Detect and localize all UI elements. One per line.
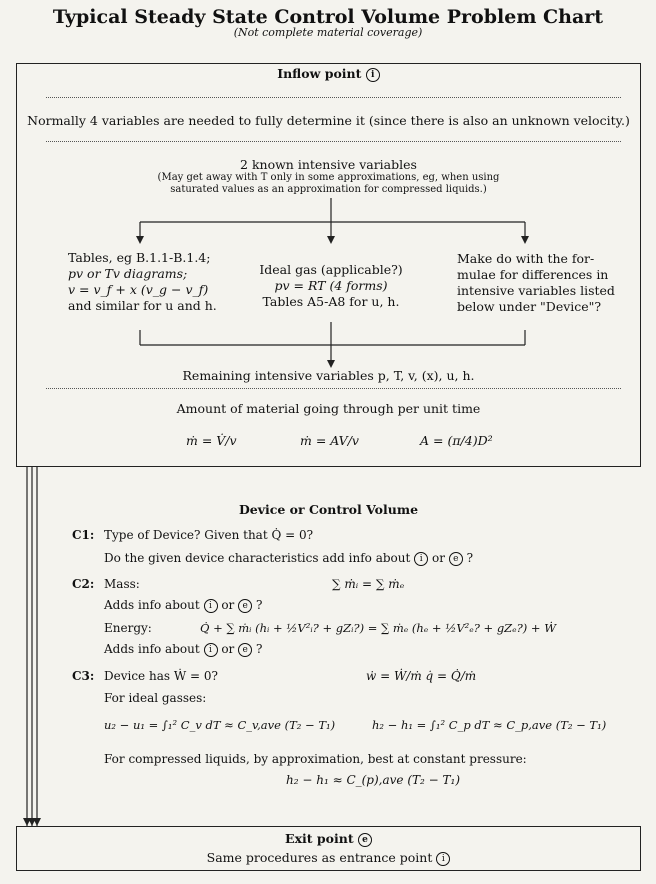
option-differences: Make do with the for- mulae for differences in intensive variables listed below under "Device"? <box>457 251 615 314</box>
c2-energy-label: Energy: <box>104 621 152 635</box>
point-i-symbol: i <box>414 552 428 566</box>
point-i-symbol: i <box>436 852 450 866</box>
c2-mass-label: Mass: <box>104 577 140 591</box>
chart-subtitle: (Not complete material coverage) <box>233 26 423 39</box>
liquid-label: For compressed liquids, by approximation, best at constant pressure: <box>104 752 527 766</box>
c1-sub: Do the given device characteristics add info about i or e ? <box>104 551 474 565</box>
inflow-heading: Inflow point i <box>16 66 641 82</box>
point-i-symbol: i <box>204 643 218 657</box>
device-title: Device or Control Volume <box>238 502 419 517</box>
ideal-eq-h: h₂ − h₁ = ∫₁² C_p dT ≈ C_p,ave (T₂ − T₁) <box>372 718 607 732</box>
ideal-gas-label: For ideal gasses: <box>104 691 207 705</box>
point-i-symbol: i <box>204 599 218 613</box>
c3-text: Device has Ẇ = 0? <box>104 669 218 683</box>
c2-mass-eq: ∑ ṁᵢ = ∑ ṁₑ <box>332 577 405 591</box>
remaining-variables: Remaining intensive variables p, T, v, (x), u, h. <box>182 368 475 383</box>
divider <box>46 388 621 389</box>
arrow-head <box>33 818 41 826</box>
flow-eq-volumetric: ṁ = V̇/v <box>186 433 237 448</box>
point-i-symbol: i <box>366 68 380 82</box>
c1-text: Type of Device? Given that Q̇ = 0? <box>104 528 314 542</box>
amount-text: Amount of material going through per unit time <box>176 401 481 416</box>
c2-energy-adds: Adds info about i or e ? <box>104 642 263 656</box>
chart-title: Typical Steady State Control Volume Problem Chart <box>52 6 604 28</box>
known-note-1: (May get away with T only in some approximations, eg, when using <box>157 172 500 183</box>
c2-label: C2: <box>72 577 95 591</box>
option-ideal-gas: Ideal gas (applicable?) pv = RT (4 forms) Tables A5-A8 for u, h. <box>259 262 403 309</box>
point-e-symbol: e <box>358 833 372 847</box>
divider <box>46 141 621 142</box>
point-e-symbol: e <box>449 552 463 566</box>
c3-eq: ẇ = Ẇ/ṁ q̇ = Q̇/ṁ <box>366 669 477 683</box>
divider <box>46 97 621 98</box>
c2-energy-eq: Q̇ + ∑ ṁᵢ (hᵢ + ½V²ᵢ? + gZᵢ?) = ∑ ṁₑ (hₑ + ½V²ₑ? + gZₑ?) + Ẇ <box>200 621 557 635</box>
ideal-eq-u: u₂ − u₁ = ∫₁² C_v dT ≈ C_v,ave (T₂ − T₁) <box>104 718 336 732</box>
exit-heading: Exit point e <box>16 831 641 847</box>
flow-eq-velocity: ṁ = AV/v <box>300 433 359 448</box>
c3-label: C3: <box>72 669 95 683</box>
known-title: 2 known intensive variables <box>240 157 417 172</box>
known-note-2: saturated values as an approximation for compressed liquids.) <box>170 184 487 195</box>
inflow-note: Normally 4 variables are needed to fully determine it (since there is also an unknown velocity.) <box>27 113 630 128</box>
flow-eq-area: A = (π/4)D² <box>420 433 493 448</box>
option-tables: Tables, eg B.1.1-B.1.4; pv or Tv diagrams; v = v_f + x (v_g − v_f) and similar for u and h. <box>68 250 217 313</box>
liquid-eq: h₂ − h₁ ≈ C_(p),ave (T₂ − T₁) <box>286 773 461 787</box>
c1-label: C1: <box>72 528 95 542</box>
point-e-symbol: e <box>238 643 252 657</box>
point-e-symbol: e <box>238 599 252 613</box>
c2-mass-adds: Adds info about i or e ? <box>104 598 263 612</box>
exit-text: Same procedures as entrance point i <box>16 850 641 866</box>
